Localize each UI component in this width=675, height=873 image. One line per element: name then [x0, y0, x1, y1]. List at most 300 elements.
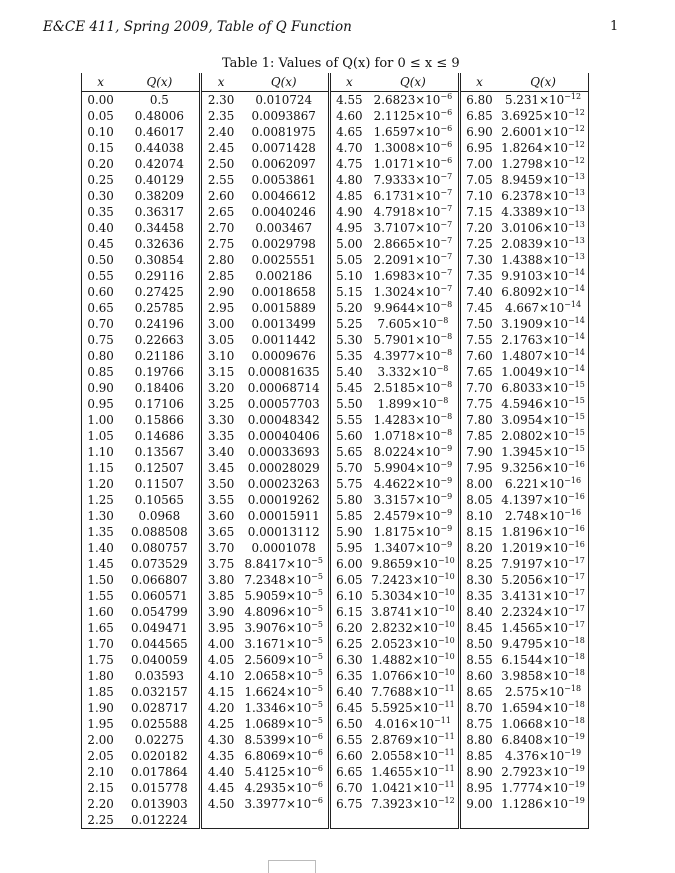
x-value-cell: 3.15: [201, 364, 240, 380]
x-value-cell: 8.50: [459, 636, 498, 652]
x-value-cell: 1.55: [82, 588, 120, 604]
q-value-cell: $6.1544\times 10^{-18}$: [498, 652, 588, 668]
q-value-cell: 0.00015911: [240, 508, 330, 524]
q-value-cell: $2.0839\times 10^{-13}$: [498, 236, 588, 252]
exponent: −19: [564, 748, 582, 757]
x-value-cell: 0.65: [82, 300, 120, 316]
x-value-cell: 0.75: [82, 332, 120, 348]
table-body: [82, 92, 589, 829]
exponent: −14: [567, 364, 585, 373]
x-value-cell: 8.55: [459, 652, 498, 668]
q-value-cell: 0.00040406: [240, 428, 330, 444]
q-value-cell: $3.7107\times 10^{-7}$: [368, 220, 459, 236]
q-value-cell: $9.9644\times 10^{-8}$: [368, 300, 459, 316]
exponent: −12: [564, 92, 582, 101]
q-value-cell: 0.27425: [119, 284, 201, 300]
q-value-cell: $2.0523\times 10^{-10}$: [368, 636, 459, 652]
exponent: −10: [437, 604, 455, 613]
q-value-cell: 0.30854: [119, 252, 201, 268]
exponent: −13: [567, 236, 585, 245]
q-value-cell: $1.3024\times 10^{-7}$: [368, 284, 459, 300]
header-q-3: Q(x): [368, 73, 459, 92]
x-value-cell: 4.30: [201, 732, 240, 748]
q-value-cell: 0.066807: [119, 572, 201, 588]
header-x-2: x: [201, 73, 240, 92]
x-value-cell: 0.10: [82, 124, 120, 140]
exponent: −13: [567, 252, 585, 261]
table-row: [82, 444, 589, 460]
exponent: −8: [436, 316, 449, 325]
q-value-cell: 0.00081635: [240, 364, 330, 380]
x-value-cell: 5.50: [329, 396, 368, 412]
q-value-cell: $2.8232\times 10^{-10}$: [368, 620, 459, 636]
q-value-cell: $1.7774\times 10^{-19}$: [498, 780, 588, 796]
q-value-cell: 0.34458: [119, 220, 201, 236]
q-value-cell: $7.7688\times 10^{-11}$: [368, 684, 459, 700]
table-row: [82, 172, 589, 188]
x-value-cell: 1.95: [82, 716, 120, 732]
exponent: −19: [567, 796, 585, 805]
exponent: −19: [567, 780, 585, 789]
x-value-cell: 0.60: [82, 284, 120, 300]
q-value-cell: $2.1125\times 10^{-6}$: [368, 108, 459, 124]
q-value-cell: $3.3977\times 10^{-6}$: [240, 796, 330, 812]
q-value-cell: 0.088508: [119, 524, 201, 540]
table-row: [82, 732, 589, 748]
exponent: −7: [440, 284, 453, 293]
x-value-cell: 0.50: [82, 252, 120, 268]
x-value-cell: 3.65: [201, 524, 240, 540]
table-row: [82, 332, 589, 348]
q-function-table: [81, 73, 589, 829]
q-value-cell: 0.0015889: [240, 300, 330, 316]
x-value-cell: 3.00: [201, 316, 240, 332]
x-value-cell: 7.10: [459, 188, 498, 204]
q-value-cell: $7.605\times 10^{-8}$: [368, 316, 459, 332]
q-value-cell: 0.013903: [119, 796, 201, 812]
x-value-cell: 4.15: [201, 684, 240, 700]
q-value-cell: 0.0018658: [240, 284, 330, 300]
x-value-cell: 6.85: [459, 108, 498, 124]
x-value-cell: 5.40: [329, 364, 368, 380]
q-value-cell: $1.899\times 10^{-8}$: [368, 396, 459, 412]
q-value-cell: 0.25785: [119, 300, 201, 316]
q-value-cell: 0.0071428: [240, 140, 330, 156]
exponent: −17: [567, 588, 585, 597]
x-value-cell: 8.00: [459, 476, 498, 492]
x-value-cell: 5.60: [329, 428, 368, 444]
x-value-cell: 6.30: [329, 652, 368, 668]
q-value-cell: 0.00048342: [240, 412, 330, 428]
q-value-cell: $2.2324\times 10^{-17}$: [498, 604, 588, 620]
x-value-cell: 0.00: [82, 92, 120, 109]
table-caption: [222, 56, 460, 71]
q-value-cell: 0.38209: [119, 188, 201, 204]
exponent: −5: [311, 684, 323, 693]
x-value-cell: 5.75: [329, 476, 368, 492]
q-value-cell: 0.18406: [119, 380, 201, 396]
exponent: −16: [567, 540, 585, 549]
x-value-cell: 4.20: [201, 700, 240, 716]
x-value-cell: 7.55: [459, 332, 498, 348]
table-row: [82, 604, 589, 620]
exponent: −11: [437, 700, 455, 709]
x-value-cell: 0.90: [82, 380, 120, 396]
exponent: −11: [437, 684, 455, 693]
x-value-cell: 4.05: [201, 652, 240, 668]
exponent: −7: [440, 220, 453, 229]
x-value-cell: 3.60: [201, 508, 240, 524]
x-value-cell: 6.60: [329, 748, 368, 764]
document-header: E&CE 411, Spring 2009, Table of Q Function: [43, 19, 352, 35]
exponent: −6: [311, 796, 323, 805]
x-value-cell: 1.40: [82, 540, 120, 556]
q-value-cell: 0.48006: [119, 108, 201, 124]
x-value-cell: 3.80: [201, 572, 240, 588]
q-value-cell: 0.012224: [119, 812, 201, 829]
q-value-cell: $2.575\times 10^{-18}$: [498, 684, 588, 700]
q-value-cell: $3.9858\times 10^{-18}$: [498, 668, 588, 684]
q-value-cell: $4.016\times 10^{-11}$: [368, 716, 459, 732]
x-value-cell: 7.15: [459, 204, 498, 220]
q-value-cell: $1.4388\times 10^{-13}$: [498, 252, 588, 268]
q-value-cell: 0.46017: [119, 124, 201, 140]
x-value-cell: [329, 812, 368, 829]
exponent: −8: [440, 428, 453, 437]
x-value-cell: 2.00: [82, 732, 120, 748]
x-value-cell: 0.70: [82, 316, 120, 332]
x-value-cell: 1.20: [82, 476, 120, 492]
q-value-cell: $1.6983\times 10^{-7}$: [368, 268, 459, 284]
x-value-cell: 0.55: [82, 268, 120, 284]
exponent: −7: [440, 188, 453, 197]
q-value-cell: $2.6001\times 10^{-12}$: [498, 124, 588, 140]
x-value-cell: 4.45: [201, 780, 240, 796]
table-row: [82, 284, 589, 300]
q-value-cell: $1.6597\times 10^{-6}$: [368, 124, 459, 140]
table-row: [82, 300, 589, 316]
x-value-cell: 0.85: [82, 364, 120, 380]
q-value-cell: 0.14686: [119, 428, 201, 444]
q-value-cell: $5.231\times 10^{-12}$: [498, 92, 588, 109]
exponent: −18: [567, 668, 585, 677]
x-value-cell: 0.45: [82, 236, 120, 252]
header-x-4: x: [459, 73, 498, 92]
q-value-cell: $4.3389\times 10^{-13}$: [498, 204, 588, 220]
x-value-cell: 2.05: [82, 748, 120, 764]
x-value-cell: 8.90: [459, 764, 498, 780]
exponent: −16: [564, 476, 582, 485]
q-value-cell: $3.0106\times 10^{-13}$: [498, 220, 588, 236]
table-row: [82, 92, 589, 109]
exponent: −11: [434, 716, 451, 725]
table-row: [82, 524, 589, 540]
x-value-cell: 8.60: [459, 668, 498, 684]
x-value-cell: 1.85: [82, 684, 120, 700]
exponent: −8: [440, 348, 453, 357]
q-value-cell: $1.3407\times 10^{-9}$: [368, 540, 459, 556]
x-value-cell: 6.35: [329, 668, 368, 684]
q-value-cell: $2.748\times 10^{-16}$: [498, 508, 588, 524]
exponent: −10: [437, 588, 455, 597]
x-value-cell: 7.20: [459, 220, 498, 236]
q-value-cell: $1.0689\times 10^{-5}$: [240, 716, 330, 732]
exponent: −18: [567, 716, 585, 725]
exponent: −8: [440, 332, 453, 341]
table-row: [82, 156, 589, 172]
x-value-cell: 8.10: [459, 508, 498, 524]
x-value-cell: 7.35: [459, 268, 498, 284]
table-row: [82, 268, 589, 284]
exponent: −5: [311, 668, 323, 677]
q-value-cell: $1.2798\times 10^{-12}$: [498, 156, 588, 172]
q-value-cell: $7.9333\times 10^{-7}$: [368, 172, 459, 188]
x-value-cell: 4.65: [329, 124, 368, 140]
table-row: [82, 380, 589, 396]
x-value-cell: 4.50: [201, 796, 240, 812]
q-value-cell: 0.40129: [119, 172, 201, 188]
exponent: −10: [437, 636, 455, 645]
table-row: [82, 652, 589, 668]
q-value-cell: $9.9103\times 10^{-14}$: [498, 268, 588, 284]
exponent: −12: [567, 156, 585, 165]
exponent: −5: [311, 604, 323, 613]
x-value-cell: 8.40: [459, 604, 498, 620]
table-row: [82, 508, 589, 524]
q-value-cell: 0.073529: [119, 556, 201, 572]
x-value-cell: 7.95: [459, 460, 498, 476]
q-value-cell: 0.0025551: [240, 252, 330, 268]
x-value-cell: 6.25: [329, 636, 368, 652]
q-value-cell: $2.4579\times 10^{-9}$: [368, 508, 459, 524]
q-value-cell: $1.4565\times 10^{-17}$: [498, 620, 588, 636]
x-value-cell: 5.80: [329, 492, 368, 508]
q-value-cell: 0.0093867: [240, 108, 330, 124]
q-value-cell: [240, 812, 330, 829]
q-value-cell: $5.5925\times 10^{-11}$: [368, 700, 459, 716]
q-value-cell: $1.0421\times 10^{-11}$: [368, 780, 459, 796]
x-value-cell: 8.65: [459, 684, 498, 700]
table-row: [82, 668, 589, 684]
table-row: [82, 796, 589, 812]
exponent: −12: [567, 124, 585, 133]
x-value-cell: 1.05: [82, 428, 120, 444]
table-row: [82, 812, 589, 829]
q-value-cell: $6.8069\times 10^{-6}$: [240, 748, 330, 764]
header-q-4: Q(x): [498, 73, 588, 92]
exponent: −15: [567, 444, 585, 453]
q-value-cell: 0.0011442: [240, 332, 330, 348]
x-value-cell: 8.95: [459, 780, 498, 796]
x-value-cell: 7.45: [459, 300, 498, 316]
q-value-cell: 0.00013112: [240, 524, 330, 540]
table-row: [82, 188, 589, 204]
q-value-cell: $1.4655\times 10^{-11}$: [368, 764, 459, 780]
exponent: −11: [437, 780, 455, 789]
x-value-cell: 6.95: [459, 140, 498, 156]
exponent: −12: [437, 796, 455, 805]
exponent: −7: [440, 268, 453, 277]
q-value-cell: $5.4125\times 10^{-6}$: [240, 764, 330, 780]
table-row: [82, 124, 589, 140]
exponent: −14: [564, 300, 582, 309]
exponent: −17: [567, 620, 585, 629]
x-value-cell: [201, 812, 240, 829]
exponent: −15: [567, 396, 585, 405]
x-value-cell: 4.40: [201, 764, 240, 780]
x-value-cell: 0.25: [82, 172, 120, 188]
q-value-cell: 0.0046612: [240, 188, 330, 204]
x-value-cell: 4.00: [201, 636, 240, 652]
q-value-cell: $2.0802\times 10^{-15}$: [498, 428, 588, 444]
q-value-cell: 0.017864: [119, 764, 201, 780]
q-value-cell: 0.36317: [119, 204, 201, 220]
table-row: [82, 396, 589, 412]
x-value-cell: 6.05: [329, 572, 368, 588]
x-value-cell: 6.90: [459, 124, 498, 140]
exponent: −9: [440, 540, 453, 549]
x-value-cell: 6.50: [329, 716, 368, 732]
q-value-cell: $4.5946\times 10^{-15}$: [498, 396, 588, 412]
q-value-cell: $1.3008\times 10^{-6}$: [368, 140, 459, 156]
q-value-cell: $5.9059\times 10^{-5}$: [240, 588, 330, 604]
exponent: −9: [440, 444, 453, 453]
exponent: −7: [440, 204, 453, 213]
exponent: −6: [311, 732, 323, 741]
exponent: −8: [440, 380, 453, 389]
x-value-cell: 2.50: [201, 156, 240, 172]
q-value-cell: 0.0013499: [240, 316, 330, 332]
q-value-cell: $5.7901\times 10^{-8}$: [368, 332, 459, 348]
exponent: −10: [437, 556, 455, 565]
exponent: −6: [311, 780, 323, 789]
x-value-cell: 2.20: [82, 796, 120, 812]
table-row: [82, 556, 589, 572]
exponent: −5: [311, 572, 323, 581]
x-value-cell: 2.25: [82, 812, 120, 829]
q-value-cell: $4.376\times 10^{-19}$: [498, 748, 588, 764]
q-value-cell: 0.29116: [119, 268, 201, 284]
q-value-cell: 0.020182: [119, 748, 201, 764]
table-row: [82, 140, 589, 156]
x-value-cell: 4.10: [201, 668, 240, 684]
x-value-cell: 6.55: [329, 732, 368, 748]
q-value-cell: 0.42074: [119, 156, 201, 172]
q-value-cell: $6.1731\times 10^{-7}$: [368, 188, 459, 204]
q-value-cell: $1.4882\times 10^{-10}$: [368, 652, 459, 668]
exponent: −10: [437, 620, 455, 629]
x-value-cell: 5.15: [329, 284, 368, 300]
q-value-cell: $3.9076\times 10^{-5}$: [240, 620, 330, 636]
x-value-cell: 6.40: [329, 684, 368, 700]
q-value-cell: $1.0766\times 10^{-10}$: [368, 668, 459, 684]
q-value-cell: $2.7923\times 10^{-19}$: [498, 764, 588, 780]
x-value-cell: 8.30: [459, 572, 498, 588]
q-value-cell: $2.6823\times 10^{-6}$: [368, 92, 459, 109]
q-value-cell: $9.4795\times 10^{-18}$: [498, 636, 588, 652]
x-value-cell: 1.65: [82, 620, 120, 636]
x-value-cell: 1.50: [82, 572, 120, 588]
x-value-cell: 8.70: [459, 700, 498, 716]
q-value-cell: $6.8408\times 10^{-19}$: [498, 732, 588, 748]
x-value-cell: 5.55: [329, 412, 368, 428]
x-value-cell: 3.75: [201, 556, 240, 572]
x-value-cell: 3.40: [201, 444, 240, 460]
x-value-cell: 8.45: [459, 620, 498, 636]
table-row: [82, 780, 589, 796]
exponent: −6: [440, 140, 453, 149]
x-value-cell: 0.80: [82, 348, 120, 364]
x-value-cell: 3.25: [201, 396, 240, 412]
exponent: −11: [437, 764, 455, 773]
exponent: −18: [567, 652, 585, 661]
exponent: −5: [311, 636, 323, 645]
q-value-cell: $8.5399\times 10^{-6}$: [240, 732, 330, 748]
q-value-cell: $7.3923\times 10^{-12}$: [368, 796, 459, 812]
exponent: −14: [567, 268, 585, 277]
q-value-cell: $4.8096\times 10^{-5}$: [240, 604, 330, 620]
q-value-cell: $1.8196\times 10^{-16}$: [498, 524, 588, 540]
x-value-cell: 2.60: [201, 188, 240, 204]
q-value-cell: 0.0081975: [240, 124, 330, 140]
table-row: [82, 460, 589, 476]
x-value-cell: 5.20: [329, 300, 368, 316]
q-value-cell: 0.00068714: [240, 380, 330, 396]
exponent: −9: [440, 524, 453, 533]
x-value-cell: 4.90: [329, 204, 368, 220]
x-value-cell: 1.00: [82, 412, 120, 428]
exponent: −17: [567, 572, 585, 581]
exponent: −13: [567, 204, 585, 213]
table-row: [82, 620, 589, 636]
table-row: [82, 348, 589, 364]
x-value-cell: 0.95: [82, 396, 120, 412]
q-value-cell: $1.8175\times 10^{-9}$: [368, 524, 459, 540]
table-row: [82, 588, 589, 604]
x-value-cell: 4.55: [329, 92, 368, 109]
x-value-cell: 3.05: [201, 332, 240, 348]
q-value-cell: $5.2056\times 10^{-17}$: [498, 572, 588, 588]
exponent: −13: [567, 172, 585, 181]
table-header-row: [82, 73, 589, 92]
q-value-cell: 0.0062097: [240, 156, 330, 172]
x-value-cell: 8.35: [459, 588, 498, 604]
exponent: −9: [440, 476, 453, 485]
q-value-cell: 0.015778: [119, 780, 201, 796]
x-value-cell: 4.60: [329, 108, 368, 124]
x-value-cell: 7.00: [459, 156, 498, 172]
q-value-cell: 0.12507: [119, 460, 201, 476]
q-value-cell: $7.2423\times 10^{-10}$: [368, 572, 459, 588]
q-value-cell: $1.4283\times 10^{-8}$: [368, 412, 459, 428]
table-row: [82, 364, 589, 380]
x-value-cell: 6.80: [459, 92, 498, 109]
x-value-cell: 7.30: [459, 252, 498, 268]
q-value-cell: 0.0009676: [240, 348, 330, 364]
table-row: [82, 764, 589, 780]
x-value-cell: 5.05: [329, 252, 368, 268]
q-value-cell: $2.8665\times 10^{-7}$: [368, 236, 459, 252]
exponent: −18: [567, 700, 585, 709]
q-value-cell: $7.2348\times 10^{-5}$: [240, 572, 330, 588]
q-value-cell: 0.0053861: [240, 172, 330, 188]
header-x-3: x: [329, 73, 368, 92]
q-value-cell: $5.9904\times 10^{-9}$: [368, 460, 459, 476]
q-value-cell: $1.0718\times 10^{-8}$: [368, 428, 459, 444]
x-value-cell: 4.85: [329, 188, 368, 204]
q-value-cell: 0.00023263: [240, 476, 330, 492]
x-value-cell: 6.00: [329, 556, 368, 572]
